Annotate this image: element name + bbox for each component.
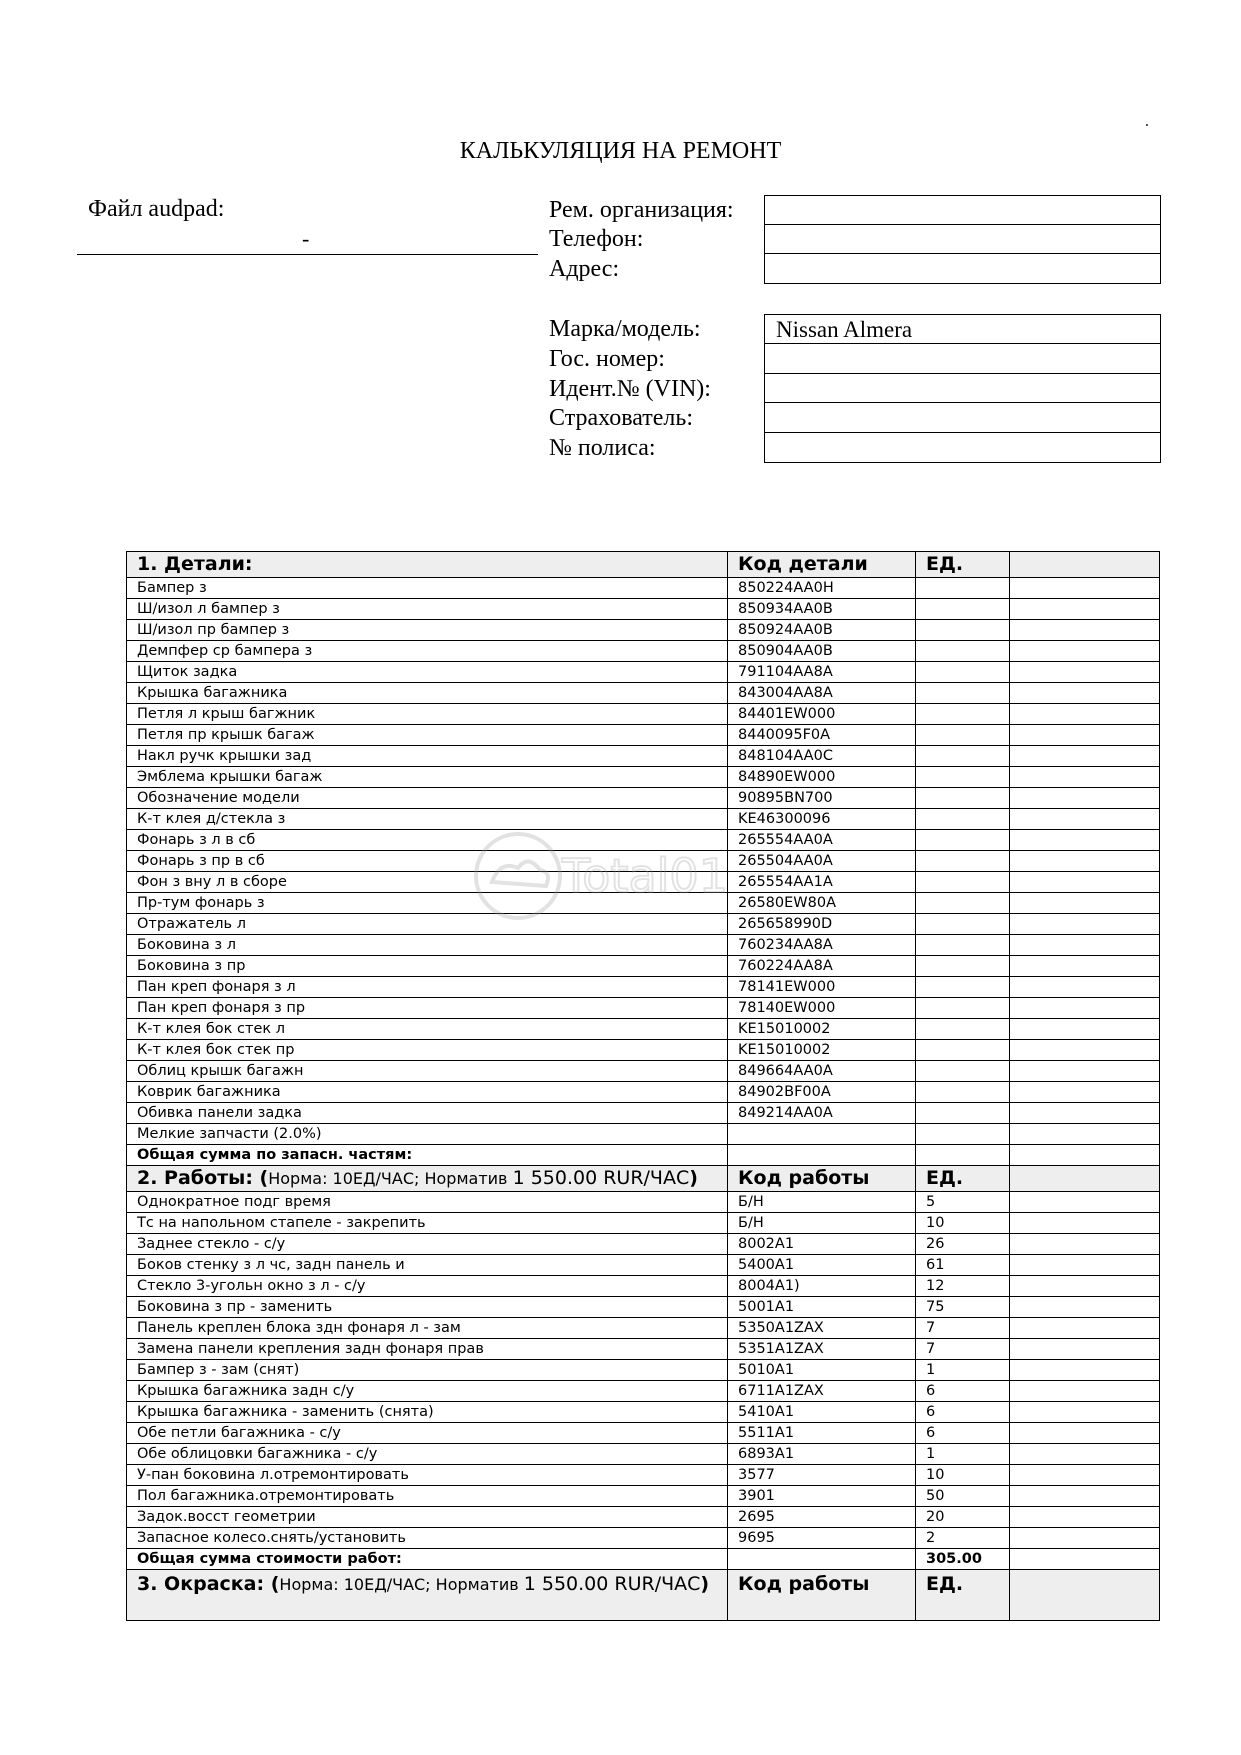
table-row <box>127 1192 1160 1213</box>
part-units <box>916 620 1010 641</box>
file-label: Файл audpad: <box>88 196 225 222</box>
table-row <box>127 1297 1160 1318</box>
parts-title: 1. Детали: <box>127 552 728 578</box>
watermark-text: Total01 <box>562 849 728 903</box>
parts-extra-header <box>1010 552 1160 578</box>
paint-code-header: Код работы <box>728 1570 916 1621</box>
organization-fields <box>764 195 1161 284</box>
part-units <box>916 809 1010 830</box>
work-units: 6 <box>916 1423 1010 1444</box>
paint-unit-header: ЕД. <box>916 1570 1010 1621</box>
table-row <box>127 683 1160 704</box>
part-extra <box>1010 956 1160 977</box>
part-name: Пан креп фонаря з пр <box>127 998 728 1019</box>
part-name: Обивка панели задка <box>127 1103 728 1124</box>
part-code: 90895BN700 <box>728 788 916 809</box>
table-row <box>127 662 1160 683</box>
policy-label: № полиса: <box>549 435 656 461</box>
part-name: Пан креп фонаря з л <box>127 977 728 998</box>
work-code: 6893A1 <box>728 1444 916 1465</box>
part-extra <box>1010 830 1160 851</box>
part-code: 849214AA0A <box>728 1103 916 1124</box>
table-row <box>127 1040 1160 1061</box>
part-code: 850924AA0B <box>728 620 916 641</box>
part-name: Боковина з л <box>127 935 728 956</box>
work-name: Заднее стекло - с/у <box>127 1234 728 1255</box>
paint-section <box>127 1570 1160 1621</box>
paint-title-close: ) <box>700 1573 710 1595</box>
part-name: Щиток задка <box>127 662 728 683</box>
parts-total-units <box>916 1145 1010 1166</box>
part-extra <box>1010 872 1160 893</box>
table-row <box>127 1444 1160 1465</box>
part-extra <box>1010 1124 1160 1145</box>
part-name: Демпфер ср бампера з <box>127 641 728 662</box>
file-value: - <box>302 226 310 251</box>
work-code: 3577 <box>728 1465 916 1486</box>
work-units: 1 <box>916 1444 1010 1465</box>
part-name: Отражатель л <box>127 914 728 935</box>
table-row <box>127 914 1160 935</box>
part-units <box>916 641 1010 662</box>
work-code: 5001A1 <box>728 1297 916 1318</box>
table-row <box>127 1103 1160 1124</box>
part-name: Петля л крыш багжник <box>127 704 728 725</box>
part-extra <box>1010 1103 1160 1124</box>
part-units <box>916 977 1010 998</box>
work-extra <box>1010 1318 1160 1339</box>
paint-title-cell <box>127 1570 728 1621</box>
part-code: 26580EW80A <box>728 893 916 914</box>
part-extra <box>1010 788 1160 809</box>
part-code: KE15010002 <box>728 1019 916 1040</box>
work-units: 75 <box>916 1297 1010 1318</box>
part-units <box>916 956 1010 977</box>
part-units <box>916 893 1010 914</box>
table-row <box>127 872 1160 893</box>
parts-header-row <box>127 552 1160 578</box>
works-total-label: Общая сумма стоимости работ: <box>127 1549 728 1570</box>
part-name: Эмблема крышки багаж <box>127 767 728 788</box>
table-row <box>127 1423 1160 1444</box>
table-row <box>127 620 1160 641</box>
works-code-header: Код работы <box>728 1166 916 1192</box>
paint-header-row <box>127 1570 1160 1621</box>
work-extra <box>1010 1213 1160 1234</box>
part-code: 849664AA0A <box>728 1061 916 1082</box>
part-extra <box>1010 935 1160 956</box>
table-row <box>127 956 1160 977</box>
work-units: 50 <box>916 1486 1010 1507</box>
work-name: У-пан боковина л.отремонтировать <box>127 1465 728 1486</box>
part-extra <box>1010 767 1160 788</box>
parts-total-code <box>728 1145 916 1166</box>
part-name: К-т клея д/стекла з <box>127 809 728 830</box>
part-name: Мелкие запчасти (2.0%) <box>127 1124 728 1145</box>
table-row <box>127 977 1160 998</box>
work-units: 61 <box>916 1255 1010 1276</box>
works-norm: Норма: 10ЕД/ЧАС; Норматив <box>268 1169 513 1188</box>
part-name: Фон з вну л в сборе <box>127 872 728 893</box>
part-name: Пр-тум фонарь з <box>127 893 728 914</box>
part-code: KE15010002 <box>728 1040 916 1061</box>
part-extra <box>1010 578 1160 599</box>
work-units: 20 <box>916 1507 1010 1528</box>
work-code: 2695 <box>728 1507 916 1528</box>
part-units <box>916 872 1010 893</box>
phone-field[interactable] <box>765 225 1160 254</box>
table-row <box>127 1528 1160 1549</box>
part-name: Облиц крышк багажн <box>127 1061 728 1082</box>
work-units: 6 <box>916 1402 1010 1423</box>
address-field[interactable] <box>765 254 1160 283</box>
part-units <box>916 1103 1010 1124</box>
part-code: 843004AA8A <box>728 683 916 704</box>
calculation-table <box>126 551 1160 1621</box>
part-code: 850934AA0B <box>728 599 916 620</box>
work-name: Тс на напольном стапеле - закрепить <box>127 1213 728 1234</box>
make-model-field[interactable]: Nissan Almera <box>765 315 1160 344</box>
work-units: 6 <box>916 1381 1010 1402</box>
table-row <box>127 809 1160 830</box>
table-row <box>127 1318 1160 1339</box>
table-row <box>127 1276 1160 1297</box>
work-code: Б/Н <box>728 1192 916 1213</box>
part-name: Ш/изол пр бампер з <box>127 620 728 641</box>
works-total-code <box>728 1549 916 1570</box>
part-extra <box>1010 914 1160 935</box>
table-row <box>127 851 1160 872</box>
works-total-row <box>127 1549 1160 1570</box>
part-extra <box>1010 1040 1160 1061</box>
table-row <box>127 1019 1160 1040</box>
part-units <box>916 725 1010 746</box>
part-code: 265554AA0A <box>728 830 916 851</box>
part-units <box>916 830 1010 851</box>
vin-label: Идент.№ (VIN): <box>549 376 711 402</box>
work-name: Стекло 3-угольн окно з л - с/у <box>127 1276 728 1297</box>
work-code: Б/Н <box>728 1213 916 1234</box>
table-row <box>127 599 1160 620</box>
work-name: Обе петли багажника - с/у <box>127 1423 728 1444</box>
work-extra <box>1010 1192 1160 1213</box>
part-units <box>916 683 1010 704</box>
part-code: KE46300096 <box>728 809 916 830</box>
work-units: 10 <box>916 1465 1010 1486</box>
parts-unit-header: ЕД. <box>916 552 1010 578</box>
part-units <box>916 914 1010 935</box>
part-code: 848104AA0C <box>728 746 916 767</box>
works-title-cell <box>127 1166 728 1192</box>
part-extra <box>1010 662 1160 683</box>
part-name: Фонарь з пр в сб <box>127 851 728 872</box>
org-name-label: Рем. организация: <box>549 197 734 223</box>
work-code: 5511A1 <box>728 1423 916 1444</box>
works-section <box>127 1166 1160 1570</box>
part-name: Ш/изол л бампер з <box>127 599 728 620</box>
works-extra-header <box>1010 1166 1160 1192</box>
part-extra <box>1010 641 1160 662</box>
works-total-units: 305.00 <box>916 1549 1010 1570</box>
parts-total-extra <box>1010 1145 1160 1166</box>
phone-label: Телефон: <box>549 226 644 252</box>
part-extra <box>1010 599 1160 620</box>
work-extra <box>1010 1297 1160 1318</box>
table-row <box>127 578 1160 599</box>
work-units: 2 <box>916 1528 1010 1549</box>
part-units <box>916 746 1010 767</box>
part-code: 84890EW000 <box>728 767 916 788</box>
work-extra <box>1010 1423 1160 1444</box>
part-units <box>916 935 1010 956</box>
part-name: Бампер з <box>127 578 728 599</box>
address-label: Адрес: <box>549 256 620 282</box>
part-name: Крышка багажника <box>127 683 728 704</box>
work-name: Задок.восст геометрии <box>127 1507 728 1528</box>
work-extra <box>1010 1444 1160 1465</box>
work-extra <box>1010 1528 1160 1549</box>
work-code: 5351A1ZAX <box>728 1339 916 1360</box>
table-row <box>127 1360 1160 1381</box>
part-extra <box>1010 704 1160 725</box>
parts-total-row <box>127 1145 1160 1166</box>
table-row <box>127 1234 1160 1255</box>
part-units <box>916 704 1010 725</box>
work-units: 5 <box>916 1192 1010 1213</box>
works-title: 2. Работы: ( <box>137 1167 269 1189</box>
work-units: 10 <box>916 1213 1010 1234</box>
part-code <box>728 1124 916 1145</box>
work-name: Пол багажника.отремонтировать <box>127 1486 728 1507</box>
work-name: Крышка багажника - заменить (снята) <box>127 1402 728 1423</box>
part-units <box>916 998 1010 1019</box>
table-row <box>127 725 1160 746</box>
part-code: 265504AA0A <box>728 851 916 872</box>
works-unit-header: ЕД. <box>916 1166 1010 1192</box>
paint-extra-header <box>1010 1570 1160 1621</box>
work-extra <box>1010 1234 1160 1255</box>
table-row <box>127 893 1160 914</box>
works-rate: 1 550.00 RUR/ЧАС <box>512 1167 690 1189</box>
part-extra <box>1010 1019 1160 1040</box>
part-code: 78140EW000 <box>728 998 916 1019</box>
table-row <box>127 998 1160 1019</box>
part-name: Накл ручк крышки зад <box>127 746 728 767</box>
work-code: 5400A1 <box>728 1255 916 1276</box>
part-code: 791104AA8A <box>728 662 916 683</box>
work-name: Замена панели крепления задн фонаря прав <box>127 1339 728 1360</box>
work-code: 8004A1) <box>728 1276 916 1297</box>
work-extra <box>1010 1381 1160 1402</box>
parts-code-header: Код детали <box>728 552 916 578</box>
works-total-extra <box>1010 1549 1160 1570</box>
plate-field[interactable] <box>765 344 1160 373</box>
part-extra <box>1010 809 1160 830</box>
part-name: Коврик багажника <box>127 1082 728 1103</box>
table-row <box>127 788 1160 809</box>
paint-rate: 1 550.00 RUR/ЧАС <box>523 1573 701 1595</box>
work-code: 5350A1ZAX <box>728 1318 916 1339</box>
work-extra <box>1010 1486 1160 1507</box>
work-extra <box>1010 1255 1160 1276</box>
work-extra <box>1010 1507 1160 1528</box>
work-name: Панель креплен блока здн фонаря л - зам <box>127 1318 728 1339</box>
table-row <box>127 704 1160 725</box>
table-row <box>127 1381 1160 1402</box>
work-code: 8002A1 <box>728 1234 916 1255</box>
work-name: Бампер з - зам (снят) <box>127 1360 728 1381</box>
part-name: Петля пр крышк багаж <box>127 725 728 746</box>
work-extra <box>1010 1465 1160 1486</box>
works-header-row <box>127 1166 1160 1192</box>
work-code: 3901 <box>728 1486 916 1507</box>
work-units: 12 <box>916 1276 1010 1297</box>
work-name: Боков стенку з л чс, задн панель и <box>127 1255 728 1276</box>
part-extra <box>1010 725 1160 746</box>
part-units <box>916 1061 1010 1082</box>
stray-mark <box>1146 124 1148 126</box>
part-code: 84401EW000 <box>728 704 916 725</box>
policy-field[interactable] <box>765 433 1160 462</box>
part-units <box>916 599 1010 620</box>
part-extra <box>1010 893 1160 914</box>
table-row <box>127 935 1160 956</box>
part-units <box>916 851 1010 872</box>
work-name: Запасное колесо.снять/установить <box>127 1528 728 1549</box>
work-units: 1 <box>916 1360 1010 1381</box>
works-title-close: ) <box>689 1167 698 1189</box>
part-extra <box>1010 1082 1160 1103</box>
part-extra <box>1010 1061 1160 1082</box>
table-row <box>127 1465 1160 1486</box>
vehicle-fields <box>764 314 1161 463</box>
part-code: 760224AA8A <box>728 956 916 977</box>
part-name: К-т клея бок стек пр <box>127 1040 728 1061</box>
table-row <box>127 1124 1160 1145</box>
part-code: 760234AA8A <box>728 935 916 956</box>
part-units <box>916 1040 1010 1061</box>
part-extra <box>1010 620 1160 641</box>
part-name: К-т клея бок стек л <box>127 1019 728 1040</box>
part-extra <box>1010 851 1160 872</box>
paint-norm: Норма: 10ЕД/ЧАС; Норматив <box>279 1575 524 1594</box>
work-code: 9695 <box>728 1528 916 1549</box>
vin-field[interactable] <box>765 374 1160 403</box>
part-code: 265658990D <box>728 914 916 935</box>
part-units <box>916 1082 1010 1103</box>
part-extra <box>1010 998 1160 1019</box>
part-code: 850904AA0B <box>728 641 916 662</box>
file-underline <box>77 254 538 255</box>
part-name: Обозначение модели <box>127 788 728 809</box>
part-units <box>916 578 1010 599</box>
part-name: Фонарь з л в сб <box>127 830 728 851</box>
table-row <box>127 1213 1160 1234</box>
table-row <box>127 746 1160 767</box>
work-extra <box>1010 1402 1160 1423</box>
parts-section <box>127 552 1160 1166</box>
work-name: Обе облицовки багажника - с/у <box>127 1444 728 1465</box>
paint-title: 3. Окраска: ( <box>137 1573 280 1595</box>
part-code: 8440095F0A <box>728 725 916 746</box>
part-extra <box>1010 746 1160 767</box>
part-name: Боковина з пр <box>127 956 728 977</box>
table-row <box>127 1486 1160 1507</box>
work-extra <box>1010 1339 1160 1360</box>
table-row <box>127 641 1160 662</box>
table-row <box>127 767 1160 788</box>
table-row <box>127 1255 1160 1276</box>
work-code: 6711A1ZAX <box>728 1381 916 1402</box>
table-row <box>127 1082 1160 1103</box>
work-units: 7 <box>916 1339 1010 1360</box>
part-code: 84902BF00A <box>728 1082 916 1103</box>
table-row <box>127 1402 1160 1423</box>
document-title: КАЛЬКУЛЯЦИЯ НА РЕМОНТ <box>459 138 782 164</box>
part-units <box>916 788 1010 809</box>
table-row <box>127 830 1160 851</box>
work-code: 5010A1 <box>728 1360 916 1381</box>
work-name: Боковина з пр - заменить <box>127 1297 728 1318</box>
org-name-field[interactable] <box>765 196 1160 225</box>
parts-total-label: Общая сумма по запасн. частям: <box>127 1145 728 1166</box>
work-units: 7 <box>916 1318 1010 1339</box>
part-units <box>916 1019 1010 1040</box>
table-row <box>127 1507 1160 1528</box>
work-units: 26 <box>916 1234 1010 1255</box>
part-units <box>916 662 1010 683</box>
insured-label: Страхователь: <box>549 405 693 431</box>
plate-label: Гос. номер: <box>549 346 665 372</box>
work-name: Крышка багажника задн с/у <box>127 1381 728 1402</box>
work-name: Однократное подг время <box>127 1192 728 1213</box>
part-units <box>916 767 1010 788</box>
insured-field[interactable] <box>765 403 1160 432</box>
work-code: 5410A1 <box>728 1402 916 1423</box>
part-code: 265554AA1A <box>728 872 916 893</box>
table-row <box>127 1061 1160 1082</box>
part-extra <box>1010 977 1160 998</box>
part-extra <box>1010 683 1160 704</box>
make-model-label: Марка/модель: <box>549 316 701 342</box>
work-extra <box>1010 1276 1160 1297</box>
table-row <box>127 1339 1160 1360</box>
part-code: 78141EW000 <box>728 977 916 998</box>
work-extra <box>1010 1360 1160 1381</box>
part-code: 850224AA0H <box>728 578 916 599</box>
part-units <box>916 1124 1010 1145</box>
